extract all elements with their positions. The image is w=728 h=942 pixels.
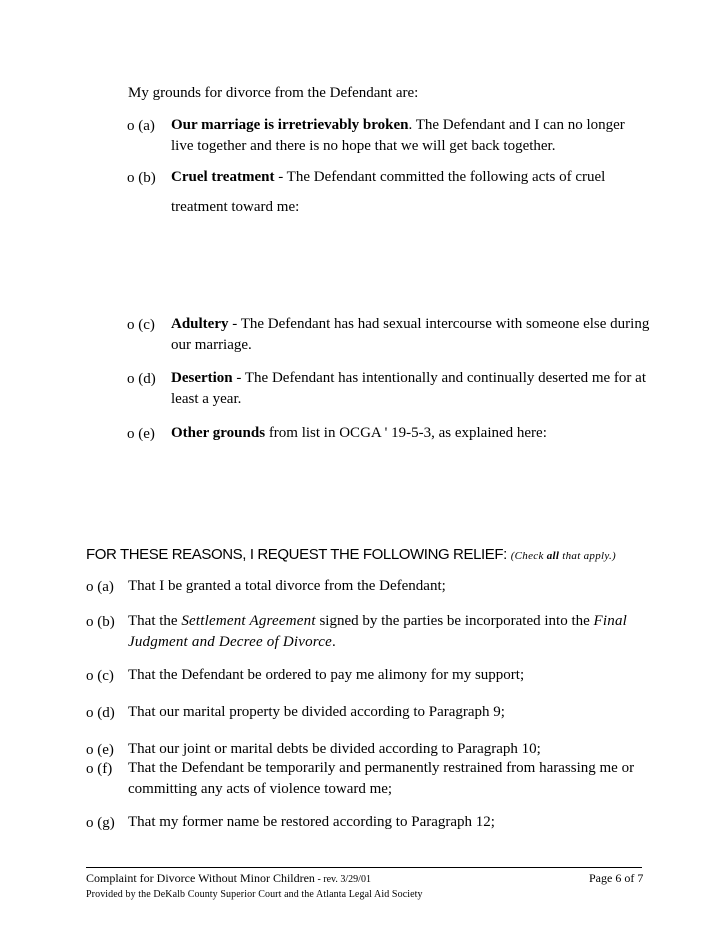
relief-heading	[86, 546, 616, 563]
ground-d-text	[171, 368, 651, 410]
footer-provided-by: Provided by the DeKalb County Superior Court and the Atlanta Legal Aid Society	[86, 889, 423, 900]
footer-form-title	[86, 871, 371, 886]
relief-e-checkbox[interactable]: o (e)	[86, 742, 114, 758]
relief-e-text: That our joint or marital debts be divided according to Paragraph 10;	[128, 741, 541, 757]
footer-revision: - rev. 3/29/01	[314, 874, 371, 885]
relief-note	[511, 550, 616, 562]
relief-b-pre: That the	[128, 613, 182, 629]
ground-c-checkbox[interactable]: o (c)	[127, 317, 155, 333]
ground-e-checkbox[interactable]: o (e)	[127, 426, 155, 442]
ground-b-text	[171, 167, 651, 188]
relief-g-checkbox[interactable]: o (g)	[86, 815, 115, 831]
relief-note-bold: all	[546, 550, 560, 562]
ground-c-description: - The Defendant has had sexual intercourse with someone else during our marriage.	[171, 316, 650, 353]
relief-d-text: That our marital property be divided according to Paragraph 9;	[128, 704, 505, 720]
relief-b-mid: signed by the parties be incorporated into the	[315, 613, 594, 629]
grounds-intro: My grounds for divorce from the Defendant are:	[128, 85, 419, 101]
relief-note-after: that apply.)	[559, 550, 616, 562]
footer-form-title-text: Complaint for Divorce Without Minor Children	[86, 871, 315, 885]
relief-heading-text: FOR THESE REASONS, I REQUEST THE FOLLOWING RELIEF:	[86, 546, 507, 563]
relief-b-settlement-agreement: Settlement Agreement	[181, 613, 316, 629]
relief-f-text: That the Defendant be temporarily and permanently restrained from harassing me or committing any acts of violence toward me;	[128, 760, 635, 797]
relief-d-checkbox[interactable]: o (d)	[86, 705, 115, 721]
relief-b-text	[128, 611, 648, 653]
ground-d-checkbox[interactable]: o (d)	[127, 371, 156, 387]
relief-g-text: That my former name be restored according to Paragraph 12;	[128, 814, 495, 830]
footer-rule	[86, 867, 642, 868]
ground-b-description: - The Defendant committed the following acts of cruel	[274, 169, 606, 185]
relief-b-checkbox[interactable]: o (b)	[86, 614, 115, 630]
relief-b-post: .	[331, 634, 336, 650]
ground-b-title: Cruel treatment	[171, 169, 275, 185]
ground-a-description: . The Defendant and I can no longer live together and there is no hope that we will get back together.	[171, 117, 625, 154]
relief-c-text: That the Defendant be ordered to pay me alimony for my support;	[128, 667, 525, 683]
relief-b-final-judgment: Final Judgment and Decree of Divorce	[128, 613, 628, 650]
ground-a-text	[171, 115, 651, 157]
ground-c-text	[171, 314, 651, 356]
ground-a-checkbox[interactable]: o (a)	[127, 118, 155, 134]
relief-note-before: (Check	[510, 550, 547, 562]
ground-e-text	[171, 423, 651, 444]
relief-a-text: That I be granted a total divorce from the Defendant;	[128, 578, 446, 594]
ground-b-checkbox[interactable]: o (b)	[127, 170, 156, 186]
footer-page-number: Page 6 of 7	[589, 871, 644, 885]
ground-c-title: Adultery	[171, 316, 229, 332]
ground-d-title: Desertion	[171, 370, 233, 386]
ground-e-description: from list in OCGA ' 19-5-3, as explained here:	[265, 425, 547, 441]
ground-d-description: - The Defendant has intentionally and continually deserted me for at least a year.	[171, 370, 646, 407]
ground-e-title: Other grounds	[171, 425, 266, 441]
relief-c-checkbox[interactable]: o (c)	[86, 668, 114, 684]
relief-a-checkbox[interactable]: o (a)	[86, 579, 114, 595]
ground-a-title: Our marriage is irretrievably broken	[171, 117, 409, 133]
relief-f-checkbox[interactable]: o (f)	[86, 761, 113, 777]
ground-b-description-cont: treatment toward me:	[171, 199, 300, 215]
